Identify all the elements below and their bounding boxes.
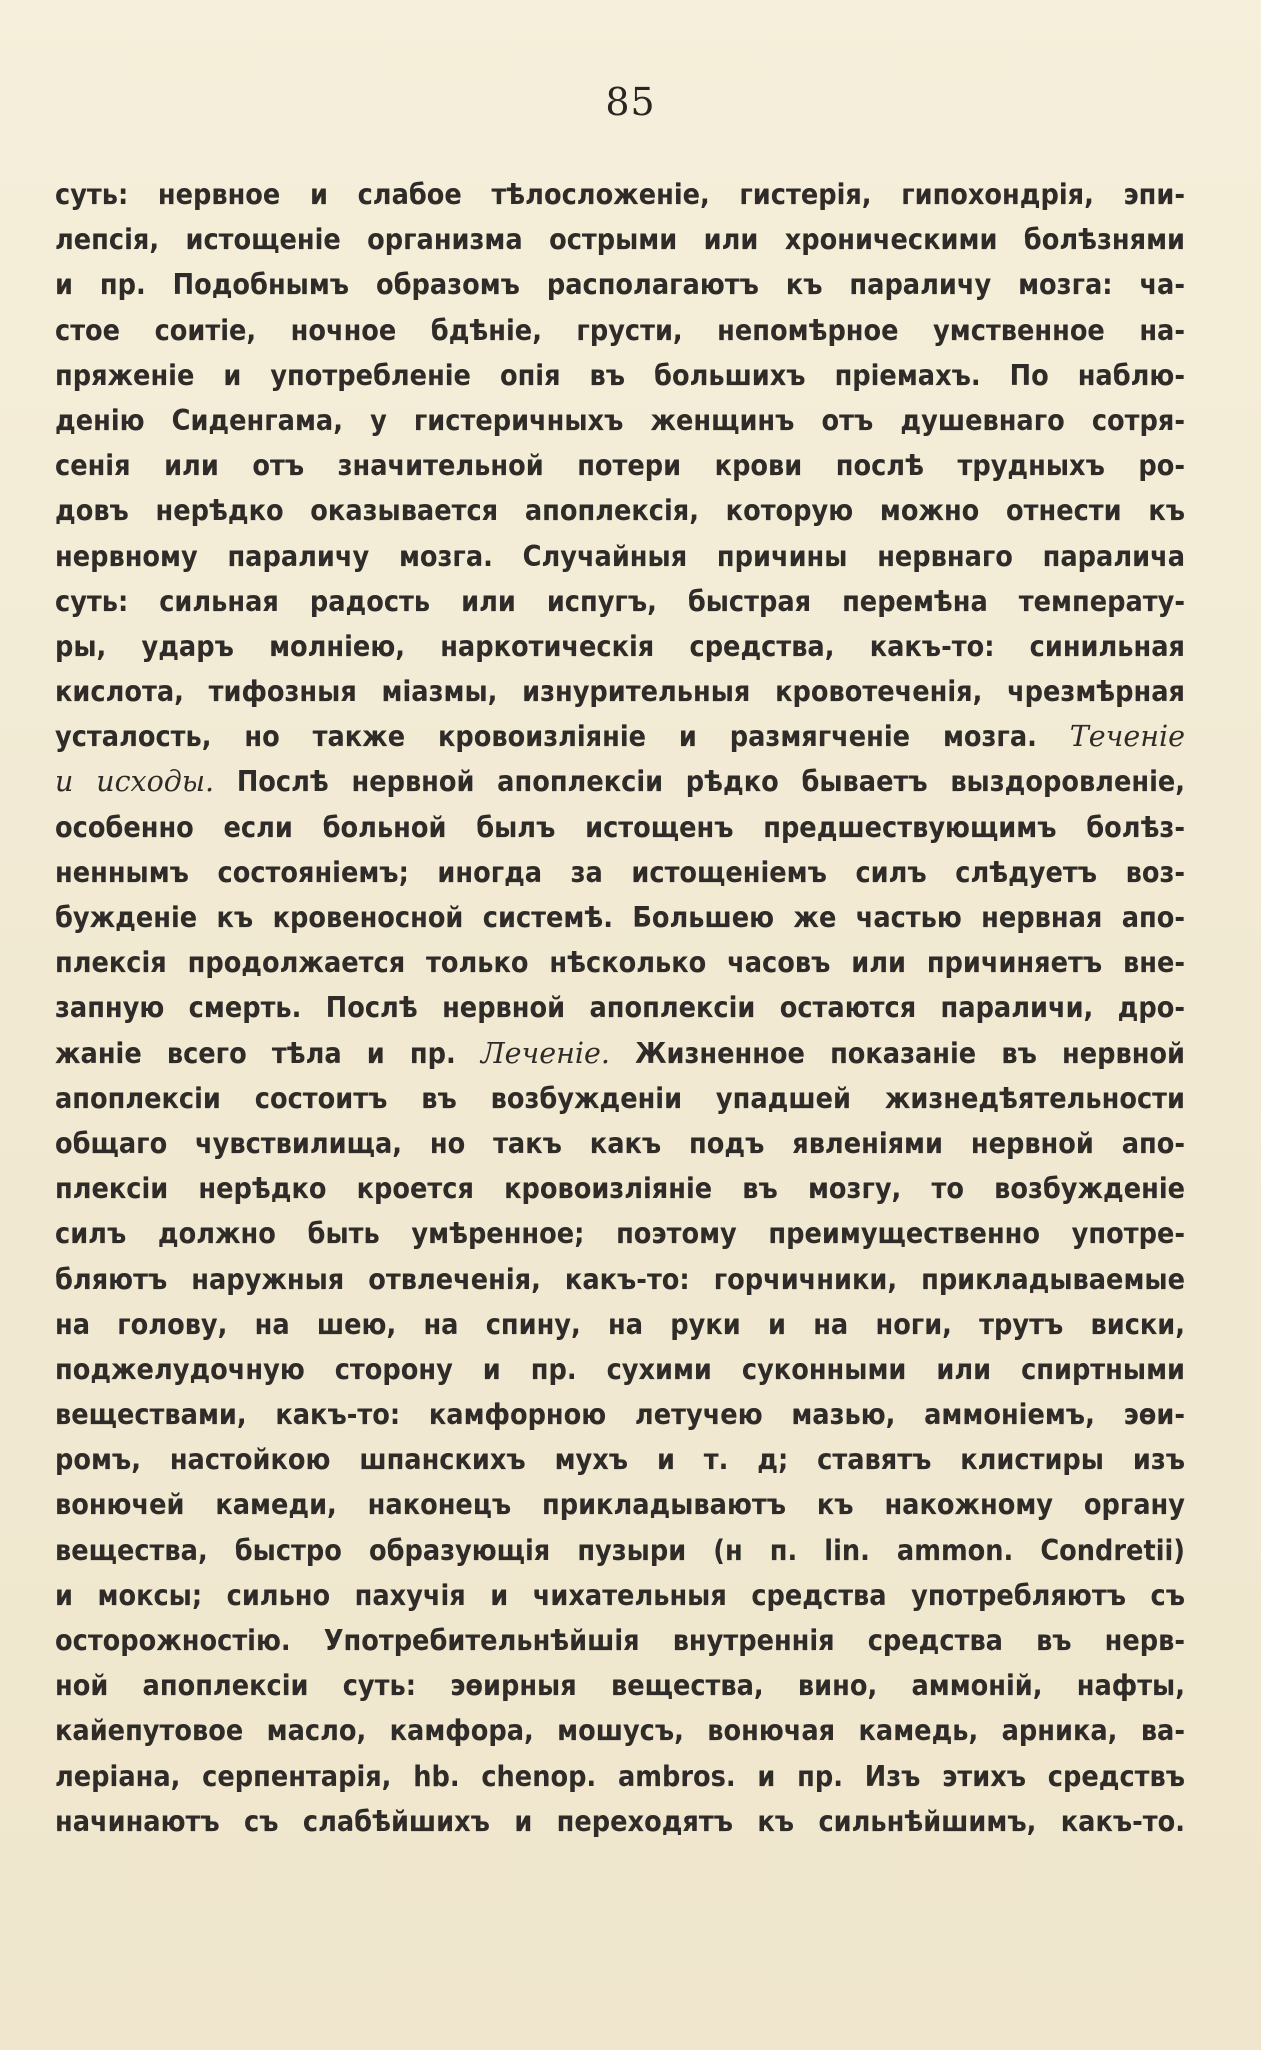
text-segment: леріана, серпентарія, hb. chenop. ambros. и пр. Изъ этихъ средствъ: [55, 1759, 1185, 1793]
text-line: [55, 1302, 1185, 1347]
text-segment: апоплексіи состоитъ въ возбужденіи упадшей жизнедѣятельности: [55, 1081, 1185, 1115]
body-text: [55, 172, 1185, 1844]
text-line: [55, 353, 1185, 398]
text-segment: Послѣ нервной апоплексіи рѣдко бываетъ выздоровленіе,: [214, 765, 1185, 799]
text-line: [55, 443, 1185, 488]
text-segment: вонючей камеди, наконецъ прикладываютъ къ накожному органу: [55, 1488, 1185, 1522]
text-line: [55, 985, 1185, 1030]
text-line: [55, 1618, 1185, 1663]
text-segment: общаго чувствилища, но такъ какъ подъ явленіями нервной апо-: [55, 1126, 1185, 1160]
text-line: [55, 1573, 1185, 1618]
text-segment: плексіи нерѣдко кроется кровоизліяніе въ мозгу, то возбужденіе: [55, 1172, 1185, 1206]
text-line: [55, 895, 1185, 940]
text-segment: силъ должно быть умѣренное; поэтому преимущественно употре-: [55, 1217, 1185, 1251]
text-segment: стое соитіе, ночное бдѣніе, грусти, непомѣрное умственное на-: [55, 313, 1185, 347]
text-line: [55, 1347, 1185, 1392]
text-segment: начинаютъ съ слабѣйшихъ и переходятъ къ сильнѣйшимъ, какъ-то.: [55, 1804, 1185, 1838]
text-line: [55, 172, 1185, 217]
text-segment: плексія продолжается только нѣсколько часовъ или причиняетъ вне-: [55, 946, 1185, 980]
text-line: [55, 1708, 1185, 1753]
text-line: [55, 217, 1185, 262]
text-segment: нервному параличу мозга. Случайныя причины нервнаго паралича: [55, 539, 1185, 573]
text-segment: осторожностію. Употребительнѣйшія внутреннія средства въ нерв-: [55, 1624, 1185, 1657]
text-line: [55, 398, 1185, 443]
text-segment: Жизненное показаніе въ нервной: [609, 1036, 1185, 1070]
text-line: [55, 1076, 1185, 1121]
text-segment: ной апоплексіи суть: эѳирныя вещества, вино, аммоній, нафты,: [55, 1669, 1185, 1703]
text-line: [55, 1121, 1185, 1166]
text-line: [55, 534, 1185, 579]
text-line: [55, 1482, 1185, 1527]
italic-heading: Теченіе: [1069, 720, 1185, 754]
text-line: [55, 1437, 1185, 1482]
text-segment: ромъ, настойкою шпанскихъ мухъ и т. д; ставятъ клистиры изъ: [55, 1443, 1185, 1477]
text-segment: лепсія, истощеніе организма острыми или хроническими болѣзнями: [55, 223, 1185, 257]
text-line: [55, 1392, 1185, 1437]
text-segment: неннымъ состояніемъ; иногда за истощеніемъ силъ слѣдуетъ воз-: [55, 855, 1185, 889]
text-segment: суть: нервное и слабое тѣлосложеніе, гистерія, гипохондрія, эпи-: [55, 178, 1185, 211]
text-segment: суть: сильная радость или испугъ, быстрая перемѣна температу-: [55, 584, 1185, 618]
text-segment: денію Сиденгама, у гистеричныхъ женщинъ отъ душевнаго сотря-: [55, 403, 1185, 437]
italic-heading: и исходы.: [55, 765, 215, 799]
text-segment: жаніе всего тѣла и пр.: [55, 1036, 481, 1070]
text-segment: вещества, быстро образующія пузыри (н п. lin. ammon. Condretii): [55, 1533, 1185, 1567]
text-line: [55, 488, 1185, 533]
text-line: [55, 624, 1185, 669]
text-line: [55, 1528, 1185, 1573]
text-line: [55, 669, 1185, 714]
text-segment: ры, ударъ молніею, наркотическія средства, какъ-то: синильная: [55, 629, 1185, 663]
text-segment: сенія или отъ значительной потери крови послѣ трудныхъ ро-: [55, 449, 1185, 483]
text-line: [55, 1663, 1185, 1708]
text-segment: усталость, но также кровоизліяніе и размягченіе мозга.: [55, 720, 1070, 754]
text-line: [55, 1799, 1185, 1844]
text-segment: кислота, тифозныя міазмы, изнурительныя кровотеченія, чрезмѣрная: [55, 675, 1185, 709]
text-line: [55, 805, 1185, 850]
text-segment: бужденіе къ кровеносной системѣ. Большею же частью нервная апо-: [55, 901, 1185, 934]
text-line: [55, 940, 1185, 985]
text-segment: особенно если больной былъ истощенъ предшествующимъ болѣз-: [55, 810, 1185, 844]
text-line: [55, 1031, 1185, 1076]
text-line: [55, 1754, 1185, 1799]
text-segment: на голову, на шею, на спину, на руки и на ноги, трутъ виски,: [55, 1307, 1185, 1341]
text-segment: и пр. Подобнымъ образомъ располагаютъ къ параличу мозга: ча-: [55, 268, 1185, 302]
text-line: [55, 1166, 1185, 1211]
text-line: [55, 579, 1185, 624]
text-segment: поджелудочную сторону и пр. сухими суконными или спиртными: [55, 1352, 1185, 1386]
text-line: [55, 262, 1185, 307]
text-line: [55, 714, 1185, 759]
text-segment: пряженіе и употребленіе опія въ большихъ пріемахъ. По наблю-: [55, 358, 1185, 392]
text-segment: и моксы; сильно пахучія и чихательныя средства употребляютъ съ: [55, 1578, 1185, 1612]
text-segment: кайепутовое масло, камфора, мошусъ, вонючая камедь, арника, ва-: [55, 1714, 1185, 1748]
text-line: [55, 308, 1185, 353]
text-line: [55, 850, 1185, 895]
text-line: [55, 1257, 1185, 1302]
italic-heading: Леченіе.: [480, 1036, 610, 1070]
text-line: [55, 1211, 1185, 1256]
text-segment: довъ нерѣдко оказывается апоплексія, которую можно отнести къ: [55, 494, 1185, 528]
text-segment: веществами, какъ-то: камфорною летучею мазью, аммоніемъ, эѳи-: [55, 1398, 1185, 1432]
text-line: [55, 759, 1185, 804]
text-segment: запную смерть. Послѣ нервной апоплексіи остаются параличи, дро-: [55, 991, 1185, 1025]
text-segment: бляютъ наружныя отвлеченія, какъ-то: горчичники, прикладываемые: [55, 1262, 1185, 1296]
page-number: 85: [605, 80, 656, 124]
